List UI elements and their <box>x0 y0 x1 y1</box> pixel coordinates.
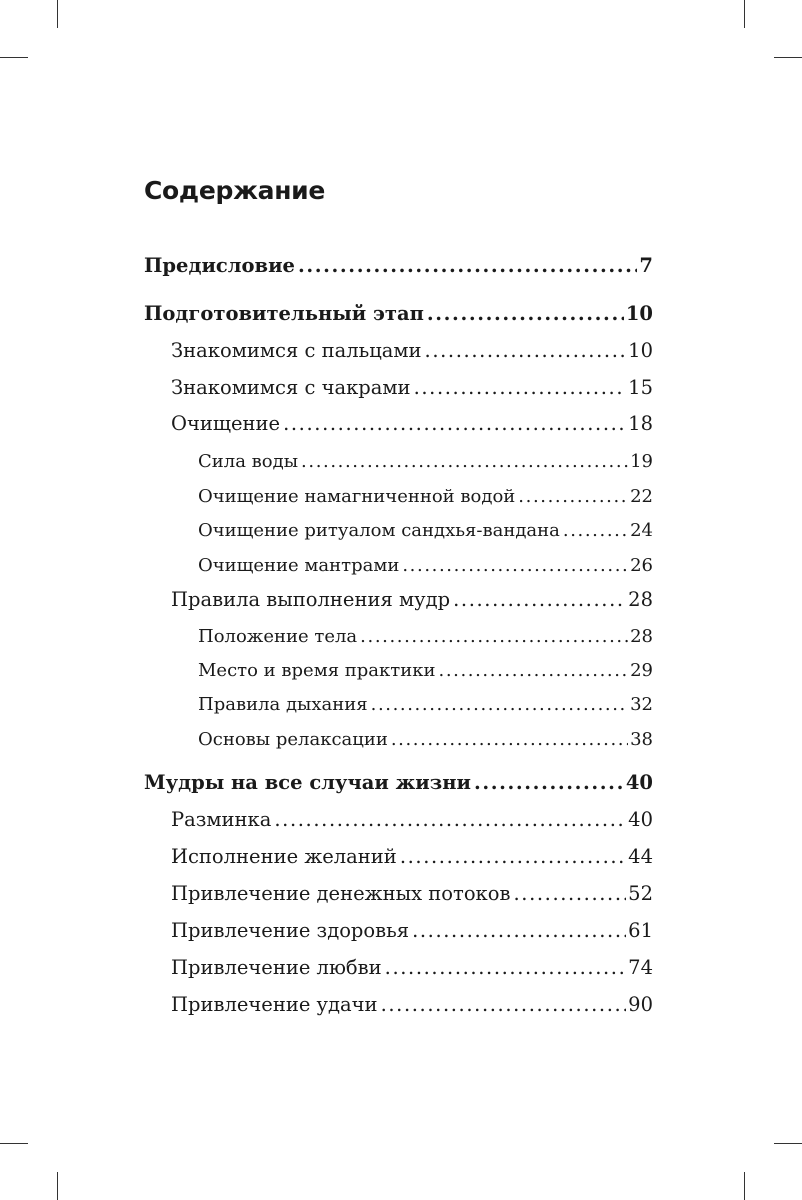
crop-mark <box>774 57 802 58</box>
leader-dots <box>414 376 627 399</box>
toc-entry-label: Привлечение денежных потоков <box>171 882 511 905</box>
toc-entry-label: Правила выполнения мудр <box>171 588 451 611</box>
toc-entry-page: 38 <box>630 729 653 750</box>
toc-entry-label: Правила дыхания <box>198 694 368 715</box>
page-title: Содержание <box>144 176 326 205</box>
toc-entry-page: 15 <box>628 376 653 399</box>
toc-entry-label: Привлечение удачи <box>171 993 378 1016</box>
leader-dots <box>427 302 624 325</box>
leader-dots <box>412 919 626 942</box>
toc-entry-page: 28 <box>630 626 653 647</box>
toc-entry-label: Привлечение любви <box>171 956 382 979</box>
leader-dots <box>474 771 624 794</box>
toc-entry-page: 40 <box>628 808 653 831</box>
toc-entry-page: 7 <box>639 254 653 277</box>
toc-entry-page: 26 <box>630 555 653 576</box>
crop-mark <box>744 1172 745 1200</box>
toc-entry[interactable] <box>198 555 653 576</box>
leader-dots <box>371 694 628 715</box>
toc-entry-label: Подготовительный этап <box>144 302 424 325</box>
toc-entry-page: 61 <box>628 919 653 942</box>
toc-entry-page: 90 <box>628 993 653 1016</box>
toc-entry-label: Исполнение желаний <box>171 845 397 868</box>
toc-entry-label: Знакомимся с чакрами <box>171 376 411 399</box>
crop-mark <box>57 0 58 28</box>
crop-mark <box>744 0 745 28</box>
leader-dots <box>439 660 629 681</box>
leader-dots <box>301 451 628 472</box>
toc-entry[interactable] <box>198 694 653 715</box>
toc-entry[interactable] <box>198 451 653 472</box>
toc-entry[interactable] <box>198 626 653 647</box>
toc-entry-page: 44 <box>628 845 653 868</box>
toc-entry-label: Знакомимся с пальцами <box>171 339 422 362</box>
toc-entry-label: Сила воды <box>198 451 299 472</box>
toc-entry[interactable] <box>171 412 653 435</box>
toc-entry[interactable] <box>171 882 653 905</box>
toc-entry[interactable] <box>171 808 653 831</box>
toc-entry[interactable] <box>171 845 653 868</box>
toc-entry-page: 10 <box>625 302 653 325</box>
toc-entry-label: Предисловие <box>144 254 295 277</box>
leader-dots <box>391 729 628 750</box>
toc-entry-page: 19 <box>630 451 653 472</box>
toc-entry[interactable] <box>171 376 653 399</box>
toc-entry-label: Очищение ритуалом сандхья-вандана <box>198 520 560 541</box>
toc-entry[interactable] <box>171 339 653 362</box>
toc-entry-page: 10 <box>628 339 653 362</box>
toc-entry[interactable] <box>171 919 653 942</box>
table-of-contents <box>144 0 653 1200</box>
leader-dots <box>298 254 637 277</box>
toc-entry-label: Очищение мантрами <box>198 555 400 576</box>
leader-dots <box>400 845 626 868</box>
toc-entry-page: 18 <box>628 412 653 435</box>
toc-entry-page: 32 <box>630 694 653 715</box>
toc-entry-label: Место и время практики <box>198 660 436 681</box>
leader-dots <box>283 412 626 435</box>
toc-entry-label: Разминка <box>171 808 272 831</box>
toc-entry[interactable] <box>171 956 653 979</box>
toc-entry-label: Мудры на все случаи жизни <box>144 771 471 794</box>
leader-dots <box>518 486 628 507</box>
leader-dots <box>381 993 627 1016</box>
toc-entry[interactable] <box>198 660 653 681</box>
toc-entry-label: Положение тела <box>198 626 358 647</box>
toc-entry-page: 24 <box>630 520 653 541</box>
leader-dots <box>402 555 628 576</box>
toc-entry[interactable] <box>198 729 653 750</box>
leader-dots <box>453 588 626 611</box>
toc-entry[interactable] <box>144 254 653 277</box>
toc-entry[interactable] <box>171 588 653 611</box>
toc-entry-page: 40 <box>625 771 653 794</box>
leader-dots <box>274 808 626 831</box>
toc-entry[interactable] <box>198 486 653 507</box>
toc-entry[interactable] <box>171 993 653 1016</box>
toc-entry-label: Основы релаксации <box>198 729 388 750</box>
toc-entry-page: 29 <box>630 660 653 681</box>
leader-dots <box>425 339 627 362</box>
crop-mark <box>0 1143 28 1144</box>
leader-dots <box>513 882 626 905</box>
toc-entry-page: 28 <box>628 588 653 611</box>
leader-dots <box>360 626 628 647</box>
crop-mark <box>57 1172 58 1200</box>
toc-entry[interactable] <box>198 520 653 541</box>
leader-dots <box>563 520 628 541</box>
crop-mark <box>774 1143 802 1144</box>
toc-entry-page: 22 <box>630 486 653 507</box>
toc-entry-page: 74 <box>628 956 653 979</box>
toc-entry-label: Очищение <box>171 412 281 435</box>
toc-entry-label: Очищение намагниченной водой <box>198 486 516 507</box>
toc-entry-label: Привлечение здоровья <box>171 919 410 942</box>
toc-entry[interactable] <box>144 771 653 794</box>
toc-entry-page: 52 <box>628 882 653 905</box>
crop-mark <box>0 57 28 58</box>
toc-entry[interactable] <box>144 302 653 325</box>
leader-dots <box>385 956 627 979</box>
